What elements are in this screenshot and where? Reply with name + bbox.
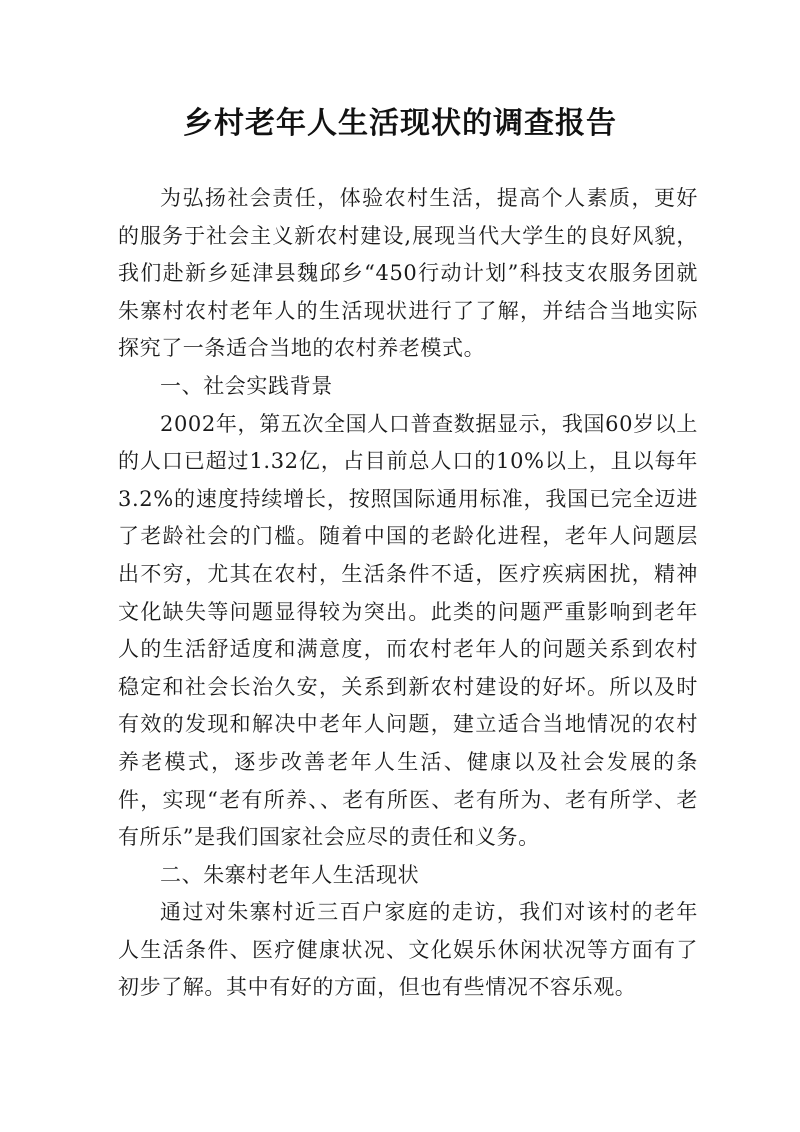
section-heading-background: 一、社会实践背景 — [160, 373, 333, 398]
intro-paragraph: 为弘扬社会责任，体验农村生活，提高个人素质，更好的服务于社会主义新农村建设,展现当代大学生的良好风貌，我们赴新乡延津县魏邱乡“450行动计划”科技支农服务团就朱寨村农村老年人的生活现状进行了了解，并结合当地实际探究了一条适合当地的农村养老模式。 — [118, 186, 698, 361]
status-paragraph: 通过对朱寨村近三百户家庭的走访，我们对该村的老年人生活条件、医疗健康状况、文化娱乐休闲状况等方面有了初步了解。其中有好的方面，但也有些情况不容乐观。 — [118, 900, 698, 1000]
section-heading-status: 二、朱寨村老年人生活现状 — [160, 862, 420, 887]
background-paragraph: 2002年，第五次全国人口普查数据显示，我国60岁以上的人口已超过1.32亿，占目前总人口的10%以上，且以每年3.2%的速度持续增长，按照国际通用标准，我国已完全迈进了老龄社会的门槛。随着中国的老龄化进程，老年人问题层出不穷，尤其在农村，生活条件不适，医疗疾病困扰，精神文化缺失等问题显得较为突出。此类的问题严重影响到老年人的生活舒适度和满意度，而农村老年人的问题关系到农村稳定和社会长治久安，关系到新农村建设的好坏。所以及时有效的发现和解决中老年人问题，建立适合当地情况的农村养老模式，逐步改善老年人生活、健康以及社会发展的条件，实现“老有所养、、老有所医、老有所为、老有所学、老有所乐”是我们国家社会应尽的责任和义务。 — [118, 411, 698, 850]
document-title: 乡村老年人生活现状的调查报告 — [183, 106, 617, 141]
document-body — [118, 180, 698, 1007]
